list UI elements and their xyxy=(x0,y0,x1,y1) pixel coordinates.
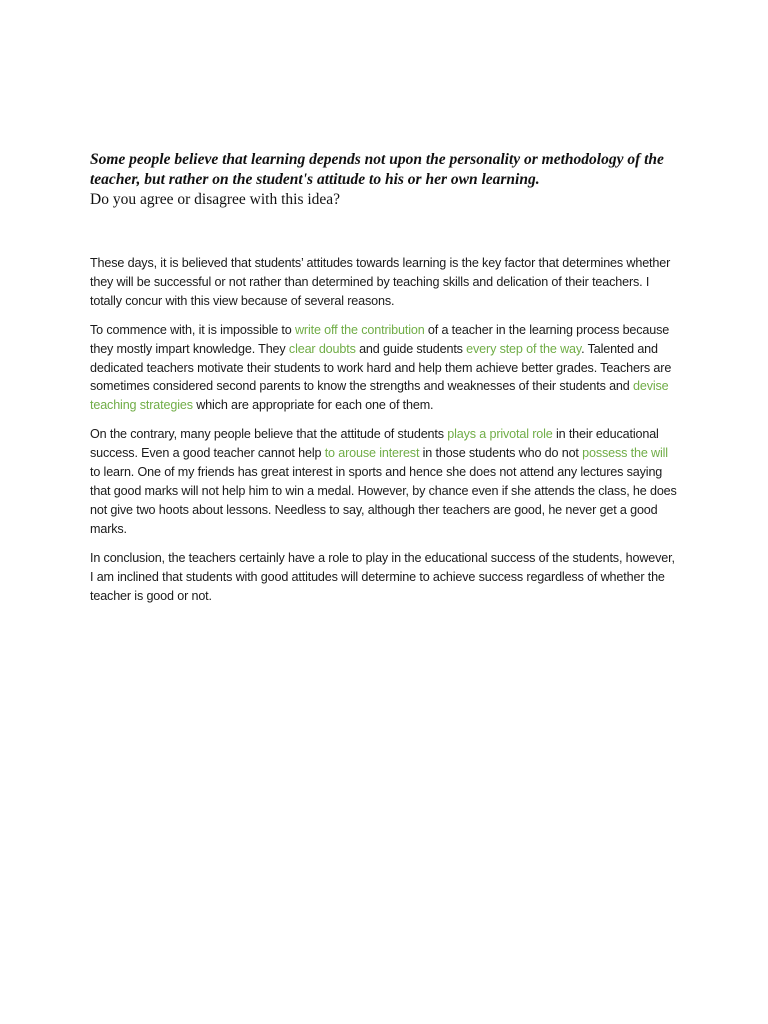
highlighted-phrase: devise teaching strategies xyxy=(90,379,669,413)
essay-prompt xyxy=(90,150,680,210)
document-page xyxy=(90,150,680,615)
paragraph-text: to learn. One of my friends has great interest in sports and hence she does not attend any lectures saying that good marks will not help him to win a medal. However, by chance even if she attends the class, he does not give two hoots about lessons. Needless to say, although ther teachers are good, he never get a good marks. xyxy=(90,465,677,536)
paragraph-text: . Talented and dedicated teachers motivate their students to work hard and help them achieve better grades. Teachers are sometimes considered second parents to know the strengths and weaknesses of their students and xyxy=(90,341,672,394)
essay-paragraph xyxy=(90,425,680,538)
paragraph-text: In conclusion, the teachers certainly have a role to play in the educational success of the students, however, I am inclined that students with good attitudes will determine to achieve success regardless of whether the teacher is good or not. xyxy=(90,550,675,603)
prompt-statement: Some people believe that learning depends not upon the personality or methodology of the teacher, but rather on the student's attitude to his or her own learning. xyxy=(90,151,664,188)
paragraph-text: These days, it is believed that students’ attitudes towards learning is the key factor that determines whether they will be successful or not rather than determined by teaching skills and delication of their teachers. I totally concur with this view because of several reasons. xyxy=(90,256,671,308)
paragraph-text: of a teacher in the learning process because they mostly impart knowledge. They xyxy=(90,322,670,356)
highlighted-phrase: every step of the way xyxy=(466,341,582,356)
highlighted-phrase: plays a privotal role xyxy=(447,427,553,442)
paragraph-text: which are appropriate for each one of them. xyxy=(192,398,434,413)
essay-body xyxy=(90,254,680,605)
paragraph-text: On the contrary, many people believe that the attitude of students xyxy=(90,427,448,442)
prompt-question: Do you agree or disagree with this idea? xyxy=(90,191,341,208)
essay-paragraph xyxy=(90,549,680,606)
paragraph-text: in their educational success. Even a good teacher cannot help xyxy=(90,427,659,461)
essay-paragraph xyxy=(90,321,680,416)
paragraph-text: To commence with, it is impossible to xyxy=(90,322,295,337)
essay-paragraph xyxy=(90,254,680,311)
highlighted-phrase: to arouse interest xyxy=(324,446,420,461)
highlighted-phrase: write off the contribution xyxy=(294,322,425,337)
paragraph-text: in those students who do not xyxy=(419,446,583,461)
highlighted-phrase: possess the will xyxy=(582,446,668,461)
highlighted-phrase: clear doubts xyxy=(288,341,356,356)
paragraph-text: and guide students xyxy=(355,341,467,356)
